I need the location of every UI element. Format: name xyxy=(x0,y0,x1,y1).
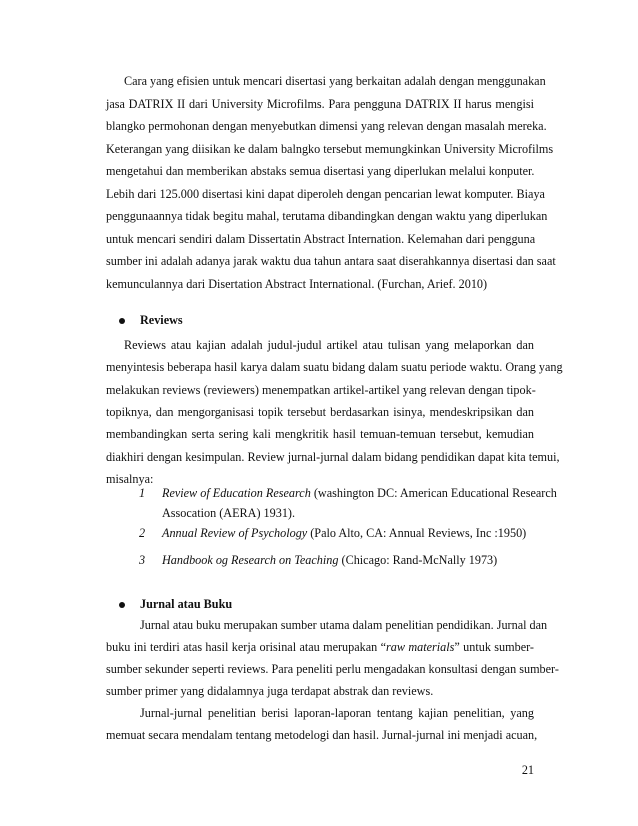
list-item-title: Annual Review of Psychology xyxy=(162,526,308,540)
list-item xyxy=(162,486,557,500)
list-item xyxy=(162,553,534,567)
paragraph-line: diakhiri dengan kesimpulan. Review jurnal-jurnal dalam bidang pendidikan dapat kita temui, xyxy=(106,449,560,464)
paragraph-line: sumber sekunder seperti reviews. Para peneliti perlu mengadakan konsultasi dengan sumber- xyxy=(106,662,559,676)
paragraph-line: membandingkan serta sering kali mengkritik hasil temuan-temuan tersebut, kemudian xyxy=(106,427,534,442)
list-number: 3 xyxy=(139,553,146,567)
paragraph-line: Lebih dari 125.000 disertasi kini dapat diperoleh dengan pencarian lewat komputer. Biaya xyxy=(106,186,545,201)
paragraph-line: Reviews atau kajian adalah judul-judul artikel atau tulisan yang melaporkan dan xyxy=(124,338,534,352)
paragraph-line: Jurnal atau buku merupakan sumber utama dalam penelitian pendidikan. Jurnal dan xyxy=(140,618,548,632)
list-item-title: Handbook og Research on Teaching xyxy=(162,553,339,567)
list-number: 2 xyxy=(139,526,146,540)
paragraph-line: Keterangan yang diisikan ke dalam balngko tersebut memungkinkan University Microfilms xyxy=(106,141,554,156)
paragraph-line: melakukan reviews (reviewers) menempatkan artikel-artikel yang relevan dengan tipok- xyxy=(106,382,536,397)
bullet-icon xyxy=(119,602,125,608)
paragraph-line: topiknya, dan mengorganisasi topik tersebut berdasarkan isinya, mendeskripsikan dan xyxy=(106,404,534,419)
paragraph-line: Jurnal-jurnal penelitian berisi laporan-laporan tentang kajian penelitian, yang xyxy=(140,706,534,720)
paragraph-line: penggunaannya tidak begitu mahal, terutama dibandingkan dengan waktu yang diperlukan xyxy=(106,209,548,223)
paragraph-line: jasa DATRIX II dari University Microfilms. Para pengguna DATRIX II harus mengisi xyxy=(106,96,534,111)
paragraph-line: misalnya: xyxy=(106,471,154,486)
paragraph-line: menyintesis beberapa hasil karya dalam suatu bidang dalam suatu periode waktu. Orang yang xyxy=(106,360,563,375)
paragraph-line: sumber primer yang didalamnya juga terdapat abstrak dan reviews. xyxy=(106,684,434,698)
paragraph-line: memuat secara mendalam tentang metodelogi dan hasil. Jurnal-jurnal ini menjadi acuan, xyxy=(106,728,538,742)
text-span: buku ini terdiri atas hasil kerja orisinal atau merupakan “ xyxy=(106,640,387,654)
page-number: 21 xyxy=(521,763,534,777)
list-item-detail: (washington DC: American Educational Research xyxy=(310,486,557,500)
paragraph-line: sumber ini adalah adanya jarak waktu dua tahun antara saat diserahkannya disertasi dan saat xyxy=(106,254,556,268)
section-heading-reviews: Reviews xyxy=(140,313,183,327)
list-item-title: Review of Education Research xyxy=(162,486,311,500)
list-item-detail: (Chicago: Rand-McNally 1973) xyxy=(338,553,498,567)
paragraph-line: Cara yang efisien untuk mencari disertasi yang berkaitan adalah dengan menggunakan xyxy=(124,74,546,88)
text-span: ” untuk sumber- xyxy=(454,640,534,654)
list-number: 1 xyxy=(139,486,146,500)
paragraph-line: blangko permohonan dengan menyebutkan dimensi yang relevan dengan masalah mereka. xyxy=(106,119,547,133)
list-item xyxy=(162,526,534,540)
list-item-detail: (Palo Alto, CA: Annual Reviews, Inc :1950) xyxy=(307,526,527,540)
list-item-continuation: Assocation (AERA) 1931). xyxy=(162,506,296,520)
text-span-italic: raw materials xyxy=(386,640,455,654)
paragraph-line xyxy=(106,640,534,654)
bullet-icon xyxy=(119,318,125,324)
paragraph-line: mengetahui dan memberikan abstaks semua disertasi yang diperlukan melalui konputer. xyxy=(106,164,535,178)
section-heading-jurnal: Jurnal atau Buku xyxy=(140,597,233,611)
paragraph-line: untuk mencari sendiri dalam Dissertatin Abstract Internation. Kelemahan dari pengguna xyxy=(106,231,536,246)
paragraph-line: kemunculannya dari Disertation Abstract International. (Furchan, Arief. 2010) xyxy=(106,276,488,291)
